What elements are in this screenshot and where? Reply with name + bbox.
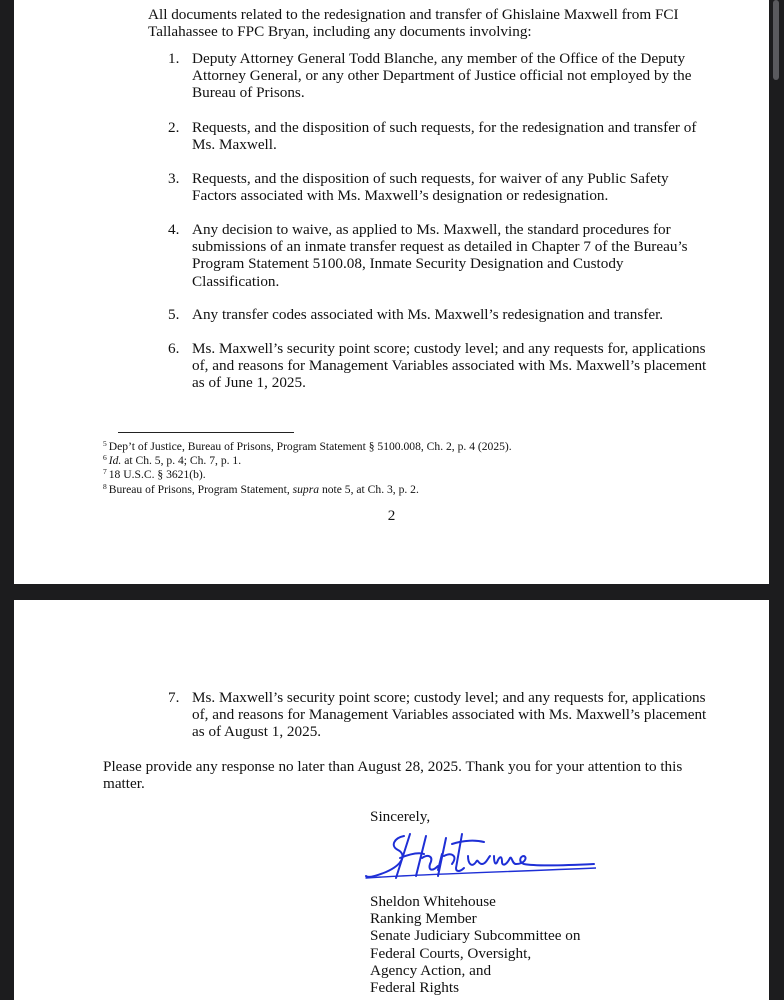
salutation: Sincerely, — [370, 808, 431, 825]
scrollbar-thumb[interactable] — [773, 0, 779, 80]
request-text: Any decision to waive, as applied to Ms. Maxwell, the standard procedures for submissions of an inmate transfer request as detailed in Chapter 7 of the Bureau’s Program Statement 5100.08, Inmate Security Designation and Custody Classification. — [192, 221, 688, 290]
signatory-name: Sheldon Whitehouse — [370, 893, 496, 910]
footnotes — [103, 440, 703, 497]
committee-line: Agency Action, and — [370, 961, 492, 979]
footnote-8: $^8$ Bureau of Prisons, Program Statement, supra note 5, at Ch. 3, p. 2. — [103, 481, 419, 496]
request-item-5 — [148, 306, 732, 323]
request-text: Requests, and the disposition of such requests, for the redesignation and transfer of Ms. Maxwell. — [192, 119, 697, 154]
request-number: 6. — [168, 340, 180, 357]
closing-paragraph: Please provide any response no later than August 28, 2025. Thank you for your attention to this matter. — [103, 758, 683, 793]
request-item-2 — [148, 119, 708, 153]
request-number: 3. — [168, 170, 180, 187]
request-number: 1. — [168, 50, 180, 67]
signature-image — [364, 828, 596, 884]
request-number: 5. — [168, 306, 180, 323]
request-text: Ms. Maxwell’s security point score; custody level; and any requests for, applications of, and reasons for Management Variables associated with Ms. Maxwell’s placement as of August 1, 2025. — [192, 689, 707, 741]
request-intro-paragraph: All documents related to the redesignation and transfer of Ghislaine Maxwell from FCI Tallahassee to FPC Bryan, including any documents involving: — [148, 6, 679, 41]
request-text: Requests, and the disposition of such requests, for waiver of any Public Safety Factors associated with Ms. Maxwell’s designation or redesignation. — [192, 170, 669, 205]
request-item-1 — [148, 50, 708, 102]
request-item-7 — [148, 689, 708, 741]
request-item-6 — [148, 340, 708, 392]
footnote-divider — [118, 432, 294, 433]
request-number: 7. — [168, 689, 180, 706]
request-number: 4. — [168, 221, 180, 238]
committee-line: Federal Courts, Oversight, — [370, 944, 532, 962]
committee-line: Federal Rights — [370, 979, 460, 997]
committee-line: Senate Judiciary Subcommittee on — [370, 927, 581, 945]
request-text: Ms. Maxwell’s security point score; custody level; and any requests for, applications of, and reasons for Management Variables associated with Ms. Maxwell’s placement as of June 1, 2025. — [192, 340, 707, 392]
footnote-6: $^6$ Id. at Ch. 5, p. 4; Ch. 7, p. 1. — [103, 453, 242, 468]
footnote-7: $^7$ 18 U.S.C. § 3621(b). — [103, 467, 206, 482]
footnote-5: $^5$ Dep’t of Justice, Bureau of Prisons, Program Statement § 5100.008, Ch. 2, p. 4 (2025). — [103, 439, 512, 453]
page-number: 2 — [387, 507, 396, 524]
request-item-3 — [148, 170, 708, 204]
signature-block — [370, 893, 670, 996]
document-page-3 — [14, 600, 769, 1000]
request-text: Deputy Attorney General Todd Blanche, any member of the Office of the Deputy Attorney General, or any other Department of Justice official not employed by the Bureau of Prisons. — [192, 50, 692, 102]
request-item-4 — [148, 221, 708, 290]
document-page-2 — [14, 0, 769, 584]
request-text: Any transfer codes associated with Ms. Maxwell’s redesignation and transfer. — [192, 306, 664, 323]
signatory-title: Ranking Member — [370, 910, 477, 928]
request-number: 2. — [168, 119, 180, 136]
